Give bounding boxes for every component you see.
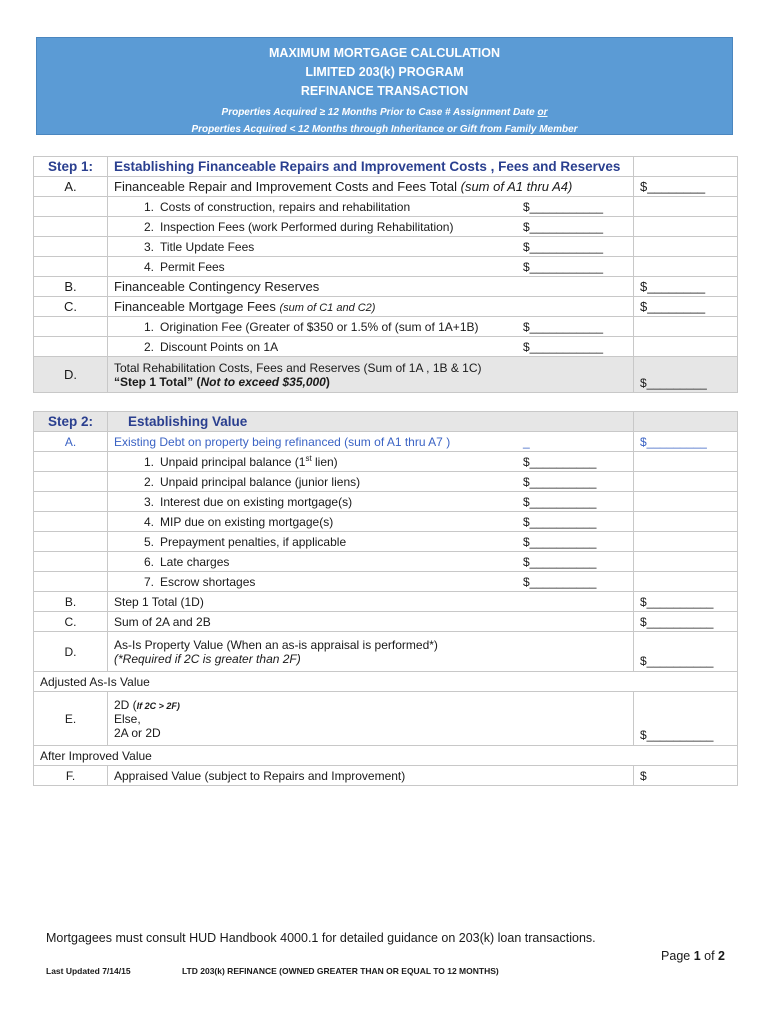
form-title-footer: LTD 203(k) REFINANCE (OWNED GREATER THAN OR EQUAL TO 12 MONTHS) xyxy=(182,966,499,976)
step2-row-a: A. Existing Debt on property being refinanced (sum of A1 thru A7 ) _ $_________ xyxy=(34,432,738,452)
step2-b-amount[interactable]: $__________ xyxy=(634,592,738,612)
step1-b-amount[interactable]: $________ xyxy=(634,277,738,297)
header-title-2: LIMITED 203(k) PROGRAM xyxy=(305,65,464,79)
step2-a-item: 2. Unpaid principal balance (junior liens) $__________ xyxy=(34,472,738,492)
step2-row-d: D. As-Is Property Value (When an as-is appraisal is performed*) (*Required if 2C is greater than 2F) $__________ xyxy=(34,632,738,672)
step2-a-item: 5. Prepayment penalties, if applicable $__________ xyxy=(34,532,738,552)
item-amount[interactable]: $__________ xyxy=(523,554,597,569)
step2-header-row xyxy=(34,412,738,432)
header-subtitle-2: Properties Acquired < 12 Months through Inheritance or Gift from Family Member xyxy=(191,124,578,135)
step1-row-d: D. Total Rehabilitation Costs, Fees and Reserves (Sum of 1A , 1B & 1C) “Step 1 Total” (Not to exceed $35,000) $_________ xyxy=(34,357,738,393)
item-amount[interactable]: $___________ xyxy=(523,339,604,354)
step2-f-amount[interactable]: $ xyxy=(634,766,738,786)
step1-a-amount[interactable]: $________ xyxy=(634,177,738,197)
step2-d-amount[interactable]: $__________ xyxy=(634,632,738,672)
step2-row-e: E. 2D (If 2C > 2F) Else, 2A or 2D $__________ xyxy=(34,692,738,746)
last-updated: Last Updated 7/14/15 xyxy=(46,966,131,976)
header-title-1: MAXIMUM MORTGAGE CALCULATION xyxy=(269,46,500,60)
step2-a-item: 3. Interest due on existing mortgage(s) $__________ xyxy=(34,492,738,512)
item-amount[interactable]: $__________ xyxy=(523,494,597,509)
step1-c-amount[interactable]: $________ xyxy=(634,297,738,317)
item-amount[interactable]: $__________ xyxy=(523,574,597,589)
step1-row-a: A. Financeable Repair and Improvement Costs and Fees Total (sum of A1 thru A4) $________ xyxy=(34,177,738,197)
step1-a-item: 4. Permit Fees $___________ xyxy=(34,257,738,277)
step2-a-item: 4. MIP due on existing mortgage(s) $__________ xyxy=(34,512,738,532)
step1-total-amount[interactable]: $_________ xyxy=(634,357,738,393)
adjusted-as-is-row xyxy=(34,672,738,692)
form-header xyxy=(36,37,733,135)
step2-label: Step 2: xyxy=(34,412,108,432)
step2-row-f: F. Appraised Value (subject to Repairs and Improvement) $ xyxy=(34,766,738,786)
step1-a-item: 1. Costs of construction, repairs and rehabilitation $___________ xyxy=(34,197,738,217)
step2-a-item: 7. Escrow shortages $__________ xyxy=(34,572,738,592)
step1-title: Establishing Financeable Repairs and Improvement Costs , Fees and Reserves xyxy=(108,157,634,177)
footer-note: Mortgagees must consult HUD Handbook 4000.1 for detailed guidance on 203(k) loan transactions. xyxy=(46,931,596,945)
item-amount[interactable]: $___________ xyxy=(523,239,604,254)
step1-row-b: B. Financeable Contingency Reserves $________ xyxy=(34,277,738,297)
step1-c-item: 2. Discount Points on 1A $___________ xyxy=(34,337,738,357)
after-improved-row xyxy=(34,746,738,766)
step2-title: Establishing Value xyxy=(108,412,634,432)
step2-row-b: B. Step 1 Total (1D) $__________ xyxy=(34,592,738,612)
step1-header-row xyxy=(34,157,738,177)
step1-c-item: 1. Origination Fee (Greater of $350 or 1.5% of (sum of 1A+1B) $___________ xyxy=(34,317,738,337)
step2-e-amount[interactable]: $__________ xyxy=(634,692,738,746)
item-amount[interactable]: $___________ xyxy=(523,319,604,334)
page-number: Page 1 of 2 xyxy=(661,949,725,963)
step2-a-item: 6. Late charges $__________ xyxy=(34,552,738,572)
step2-row-c: C. Sum of 2A and 2B $__________ xyxy=(34,612,738,632)
adjusted-as-is-label: Adjusted As-Is Value xyxy=(34,672,738,692)
item-amount[interactable]: $___________ xyxy=(523,199,604,214)
step1-a-item: 3. Title Update Fees $___________ xyxy=(34,237,738,257)
item-amount[interactable]: $__________ xyxy=(523,514,597,529)
item-amount[interactable]: $__________ xyxy=(523,534,597,549)
after-improved-label: After Improved Value xyxy=(34,746,738,766)
step1-a-item: 2. Inspection Fees (work Performed during Rehabilitation) $___________ xyxy=(34,217,738,237)
step1-row-c: C. Financeable Mortgage Fees (sum of C1 and C2) $________ xyxy=(34,297,738,317)
item-amount[interactable]: $___________ xyxy=(523,219,604,234)
header-subtitle-1: Properties Acquired ≥ 12 Months Prior to Case # Assignment Date or xyxy=(221,107,548,118)
step2-a-amount[interactable]: $_________ xyxy=(634,432,738,452)
step2-c-amount[interactable]: $__________ xyxy=(634,612,738,632)
header-title-3: REFINANCE TRANSACTION xyxy=(300,84,469,98)
step1-label: Step 1: xyxy=(34,157,108,177)
step2-table xyxy=(33,411,738,786)
item-amount[interactable]: $__________ xyxy=(523,454,597,469)
item-amount[interactable]: $___________ xyxy=(523,259,604,274)
step2-a-item: 1. Unpaid principal balance (1st lien) $__________ xyxy=(34,452,738,472)
step1-table xyxy=(33,156,738,393)
item-amount[interactable]: $__________ xyxy=(523,474,597,489)
